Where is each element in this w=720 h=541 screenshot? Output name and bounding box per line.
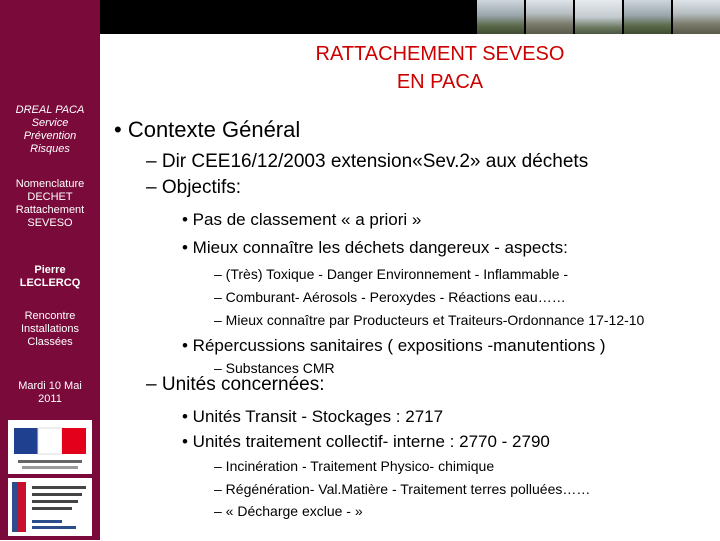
header-photos: [475, 0, 720, 34]
bullet-contexte: • Contexte Général: [114, 117, 301, 142]
bullet-mieux-connaitre: • Mieux connaître les déchets dangereux - aspects:: [182, 238, 568, 257]
bullet-pas-classement: • Pas de classement « a priori »: [182, 210, 422, 229]
slide-title: RATTACHEMENT SEVESO EN PACA: [315, 43, 565, 93]
bullet-incineration: – Incinération - Traitement Physico- chimique: [214, 458, 495, 474]
republique-francaise-logo: [8, 420, 92, 474]
bullet-toxique: – (Très) Toxique - Danger Environnement - Inflammable -: [214, 266, 569, 282]
bullet-traitement: • Unités traitement collectif- interne : 2770 - 2790: [182, 432, 550, 451]
industrial-photo: [575, 0, 622, 34]
bullet-regeneration: – Régénération- Val.Matière - Traitement terres polluées……: [214, 481, 591, 497]
sidebar-author: Pierre LECLERCQ: [19, 264, 81, 289]
bullet-comburant: – Comburant- Aérosols - Peroxydes - Réactions eau……: [214, 289, 566, 305]
bullet-objectifs: – Objectifs:: [146, 177, 242, 198]
bullet-dir: – Dir CEE16/12/2003 extension«Sev.2» aux déchets: [146, 151, 589, 172]
bullet-producteurs: – Mieux connaître par Producteurs et Traiteurs-Ordonnance 17-12-10: [214, 312, 645, 328]
bullet-decharge: – « Décharge exclue - »: [214, 503, 363, 519]
sidebar-date: Mardi 10 Mai 2011: [18, 380, 82, 405]
bullet-repercussions: • Répercussions sanitaires ( expositions -manutentions ): [182, 336, 606, 355]
bullet-unites: – Unités concernées:: [146, 374, 325, 395]
sidebar-org: DREAL PACA Service Prévention Risques: [15, 104, 85, 155]
industrial-photo: [673, 0, 720, 34]
bullet-cmr: – Substances CMR: [214, 360, 335, 376]
sidebar-nomenclature: Nomenclature DECHET Rattachement SEVESO: [15, 178, 85, 229]
industrial-photo: [477, 0, 524, 34]
industrial-photo: [624, 0, 671, 34]
sidebar-event: Rencontre Installations Classées: [20, 310, 80, 348]
industrial-photo: [526, 0, 573, 34]
bullet-transit: • Unités Transit - Stockages : 2717: [182, 407, 444, 426]
top-banner: [100, 0, 720, 34]
ministry-logo: [8, 478, 92, 536]
